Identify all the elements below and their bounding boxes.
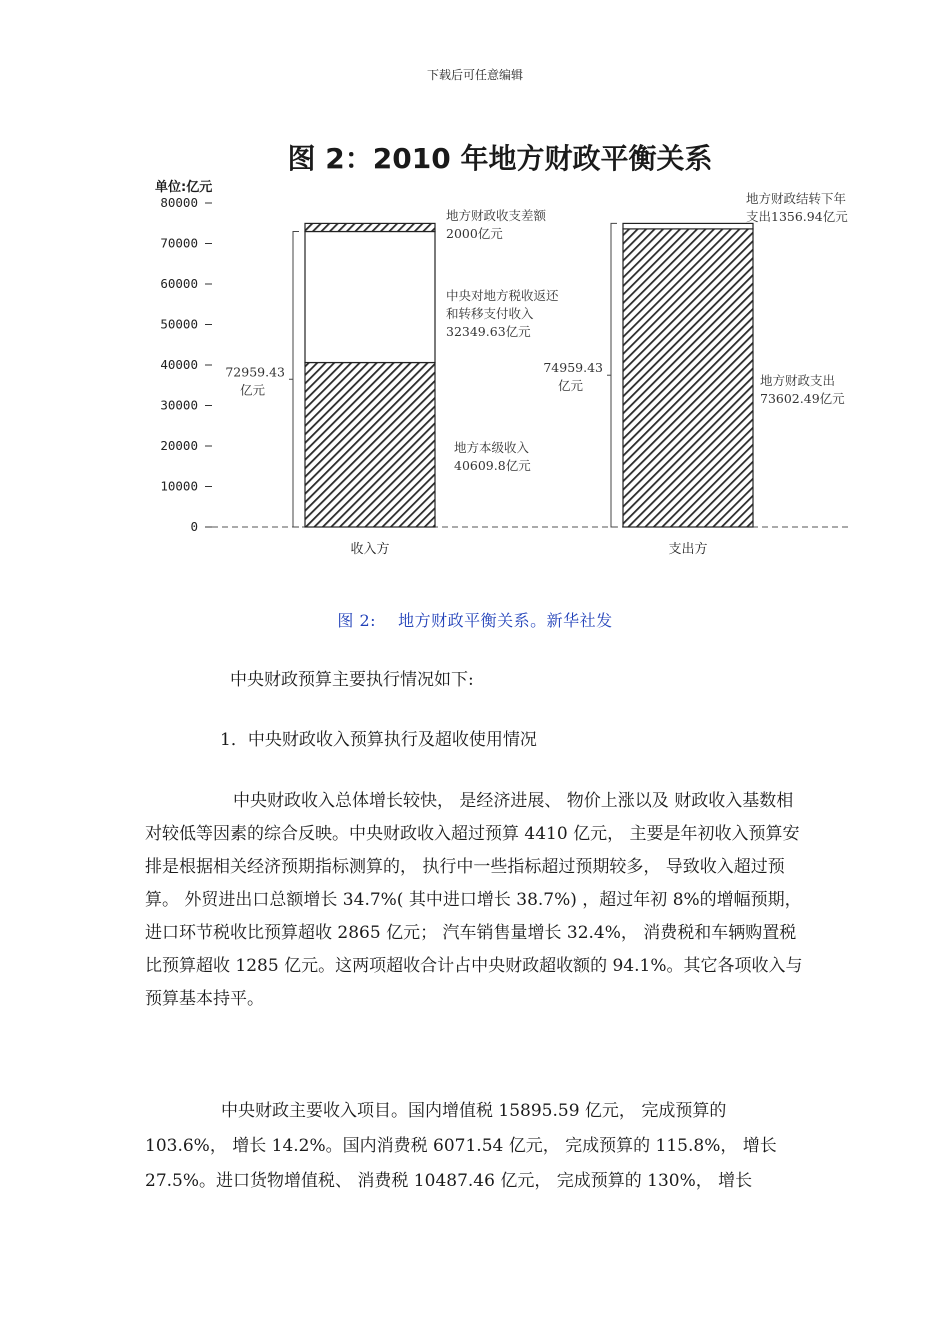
y-tick-label: 70000 [160, 235, 198, 251]
unit-label: 单位:亿元 [155, 180, 213, 195]
bar-central-transfer [305, 232, 435, 363]
y-tick-label: 10000 [160, 478, 198, 494]
header-note: 下载后可任意编辑 [426, 68, 523, 82]
bracket-total-value: 74959.43 [543, 360, 603, 376]
bar-fiscal-gap [305, 223, 435, 231]
y-tick-label: 40000 [160, 357, 198, 372]
category-label: 支出方 [668, 542, 708, 557]
bracket-total-unit: 亿元 [239, 382, 265, 398]
body-paragraph-1: 中央财政收入总体增长较快， 是经济进展、 物价上涨以及 财政收入基数相对较低等因素的综合反映。中央财政收入超过预算 4410 亿元， 主要是年初收入预算安排是根据相关经济预期指标测算的， 执行中一些指标超过预期较多， 导致收入超过预算。 外贸进出口总额增长 34.7%( 其中进口增长 38.7%) ，超过年初 8%的增幅预期， 进口环节税收比预算超收 2865 亿元； 汽车销售量增长 32.4%， 消费税和车辆购置税比预算超收 1285 亿元。这两项超收合计占中央财政超收额的 94.1%。其它各项收入与预算基本持平。 [145, 791, 803, 1009]
balance-chart [150, 130, 870, 570]
bracket-total-value: 72959.43 [225, 364, 285, 380]
y-tick-label: 80000 [160, 195, 198, 210]
section-heading: 1．中央财政收入预算执行及超收使用情况 [220, 730, 537, 750]
intro-paragraph: 中央财政预算主要执行情况如下: [230, 670, 474, 690]
figure-caption [0, 608, 950, 631]
category-label: 收入方 [350, 542, 390, 557]
y-tick-label: 0 [190, 519, 198, 534]
caption-text: 地方财政平衡关系。新华社发 [398, 611, 613, 630]
balance-figure [150, 130, 870, 570]
figure-title: 图 2：2010 年地方财政平衡关系 [287, 142, 713, 175]
label-central-transfer-line: 和转移支付收入 [446, 306, 534, 321]
label-carryover-line: 支出1356.94亿元 [746, 209, 848, 224]
y-tick-label: 30000 [160, 397, 198, 413]
label-local-expenditure-line: 地方财政支出 [760, 373, 836, 388]
total-bracket [293, 232, 299, 527]
total-bracket [611, 223, 617, 527]
bracket-total-unit: 亿元 [557, 378, 583, 394]
y-tick-label: 20000 [160, 438, 198, 453]
label-fiscal-gap-line: 地方财政收支差额 [446, 208, 547, 223]
label-central-transfer-line: 32349.63亿元 [446, 324, 531, 339]
label-local-revenue-line: 40609.8亿元 [454, 458, 531, 473]
bar-local-revenue [305, 363, 435, 527]
bar-carryover [623, 223, 753, 228]
label-fiscal-gap-line: 2000亿元 [446, 226, 503, 241]
body-paragraph-2: 中央财政主要收入项目。国内增值税 15895.59 亿元， 完成预算的 103.6%， 增长 14.2%。国内消费税 6071.54 亿元， 完成预算的 115.8%， 增长 27.5%。进口货物增值税、 消费税 10487.46 亿元， 完成预算的 130%， 增长 [145, 1101, 777, 1191]
label-central-transfer-line: 中央对地方税收返还 [446, 288, 559, 303]
label-local-expenditure-line: 73602.49亿元 [760, 391, 845, 406]
y-tick-label: 60000 [160, 276, 198, 291]
label-carryover-line: 地方财政结转下年 [746, 191, 847, 206]
label-local-revenue-line: 地方本级收入 [454, 440, 530, 455]
caption-label: 图 2: [337, 611, 377, 630]
bar-local-expenditure [623, 229, 753, 527]
y-tick-label: 50000 [160, 316, 198, 332]
